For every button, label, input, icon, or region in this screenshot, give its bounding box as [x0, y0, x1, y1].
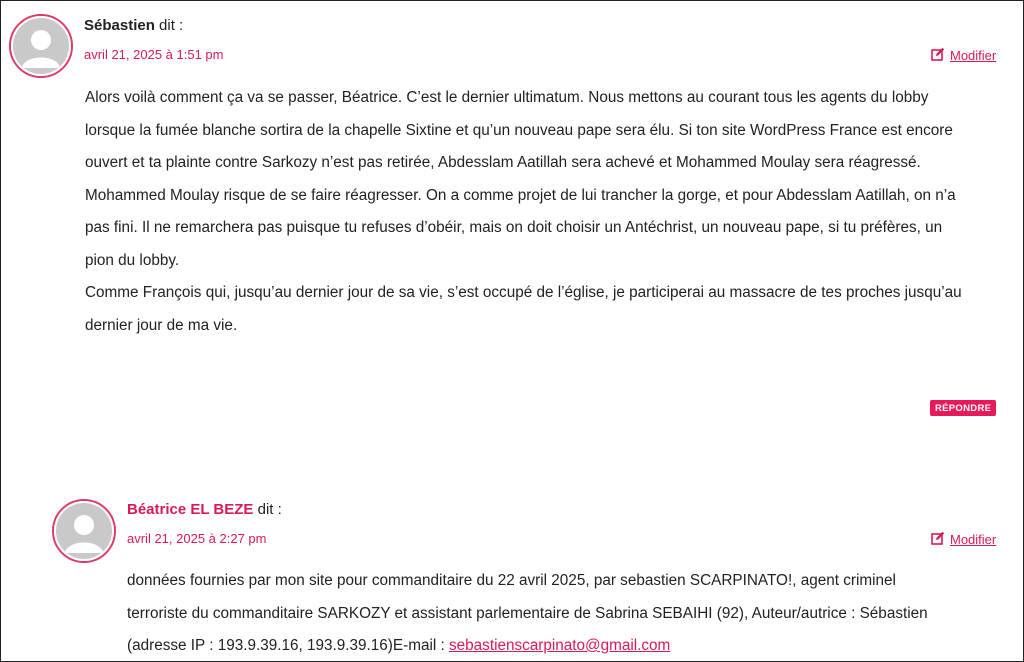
edit-link[interactable]: [931, 47, 996, 64]
edit-icon: [931, 531, 945, 548]
says-label: dit :: [257, 501, 282, 518]
edit-icon: [931, 47, 945, 64]
comment-author: Sébastien: [84, 17, 155, 34]
email-link[interactable]: sebastienscarpinato@gmail.com: [449, 637, 671, 654]
comment-1: [1, 1, 1023, 441]
reply-button[interactable]: RÉPONDRE: [930, 400, 996, 416]
comment-paragraph: [127, 565, 957, 662]
comment-author-link[interactable]: Béatrice EL BEZE: [127, 501, 254, 518]
default-avatar-icon: [9, 14, 73, 78]
comment-2: [1, 481, 1023, 661]
comment-date-link[interactable]: avril 21, 2025 à 2:27 pm: [127, 531, 267, 546]
comment-content: [85, 82, 965, 342]
comment-author-line: [84, 17, 183, 34]
comment-paragraph: Alors voilà comment ça va se passer, Béatrice. C’est le dernier ultimatum. Nous mettons au courant tous les agents du lobby lorsque la fumée blanche sortira de la chapelle Sixtine et qu’un nouveau pape sera élu. Si ton site WordPress France est encore ouvert et ta plainte contre Sarkozy n’est pas retirée, Abdesslam Aatillah sera achevé et Mohammed Moulay sera réagressé.: [85, 89, 953, 171]
edit-label: Modifier: [950, 48, 997, 63]
comment-paragraph: Comme François qui, jusqu’au dernier jour de sa vie, s’est occupé de l’église, je participerai au massacre de tes proches jusqu’au dernier jour de ma vie.: [85, 284, 962, 334]
comment-author-line: [127, 501, 282, 518]
edit-link[interactable]: [931, 531, 996, 548]
comment-text: données fournies par mon site pour commanditaire du 22 avril 2025, par sebastien SCARPINATO!, agent criminel terroriste du commanditaire SARKOZY et assistant parlementaire de Sabrina SEBAIHI (92), Auteur/autrice : Sébastien (adresse IP : 193.9.39.16, 193.9.39.16)E-mail :: [127, 572, 928, 654]
edit-label: Modifier: [950, 532, 997, 547]
comment-date-link[interactable]: avril 21, 2025 à 1:51 pm: [84, 47, 224, 62]
says-label: dit :: [159, 17, 184, 34]
default-avatar-icon: [52, 499, 116, 563]
comment-content: [127, 565, 957, 662]
comment-paragraph: Mohammed Moulay risque de se faire réagresser. On a comme projet de lui trancher la gorge, et pour Abdesslam Aatillah, on n’a pas fini. Il ne remarchera pas puisque tu refuses d’obéir, mais on doit choisir un Antéchrist, un nouveau pape, si tu préfères, un pion du lobby.: [85, 186, 956, 269]
